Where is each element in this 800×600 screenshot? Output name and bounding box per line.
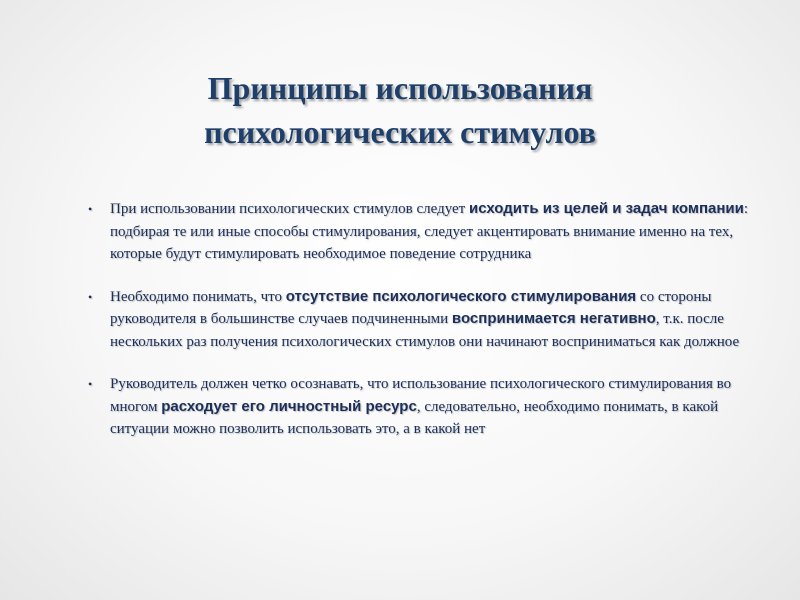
slide-title (60, 66, 740, 154)
bullet-text: , следовательно, необходимо понимать, в какой ситуации можно позволить использовать это, а в какой нет (110, 398, 719, 437)
bullet-emphasis: исходить из целей и задач компании (468, 200, 744, 217)
bullet-item (84, 198, 774, 266)
bullet-emphasis: расходует его личностный ресурс (161, 397, 417, 415)
bullet-marker-icon: • (88, 202, 93, 216)
bullet-text: Необходимо понимать, что (110, 288, 286, 305)
bullet-text: : подбирая те или иные способы стимулирования, следует акцентировать внимание именно на тех, которые будут стимулировать необходимое поведение сотрудника (110, 201, 749, 262)
bullet-marker-icon: • (88, 377, 93, 391)
bullet-text: При использовании психологических стимулов следует (110, 201, 469, 217)
slide-title-line-2: психологических стимулов (204, 114, 596, 150)
bullet-marker-icon: • (88, 289, 93, 304)
slide-title-line-1: Принципы использования (207, 70, 593, 106)
bullet-text: , т.к. после нескольких раз получения психологических стимулов они начинают восприниматься как должное (110, 311, 740, 350)
bullet-list (84, 198, 774, 461)
bullet-emphasis: отсутствие психологического стимулирования (285, 287, 637, 305)
bullet-text: Руководитель должен четко осознавать, что использование психологического стимулирования во многом (110, 376, 732, 415)
bullet-item (84, 373, 774, 441)
bullet-text: со стороны руководителя в большинстве случаев подчиненными (110, 288, 712, 327)
bullet-emphasis: воспринимается негативно (451, 310, 656, 327)
bullet-item (84, 286, 774, 354)
